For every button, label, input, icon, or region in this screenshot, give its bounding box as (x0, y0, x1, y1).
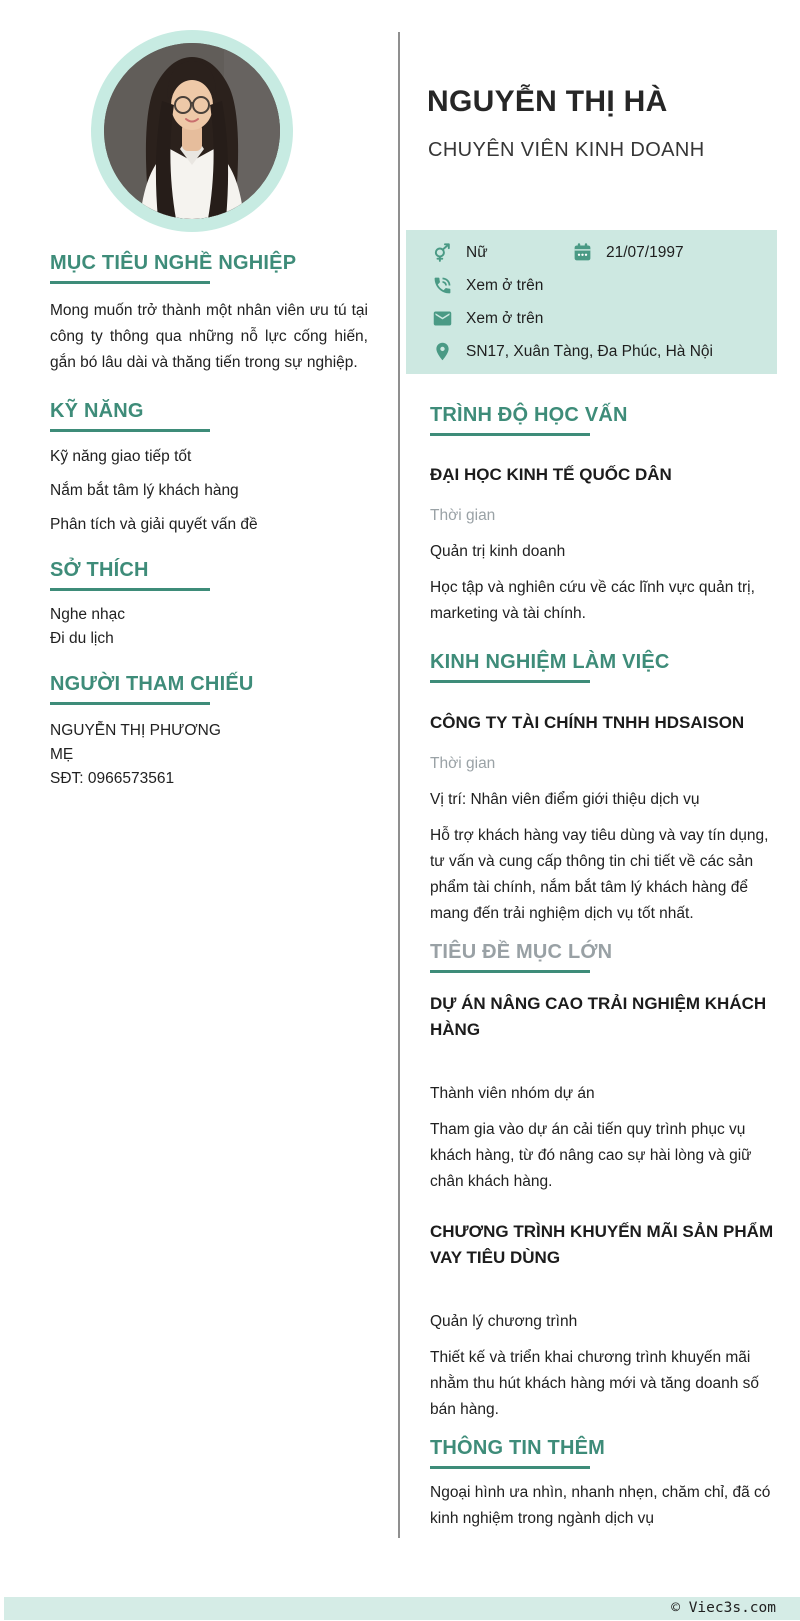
education-heading: TRÌNH ĐỘ HỌC VẤN (430, 404, 628, 426)
avatar-illustration (104, 43, 280, 219)
address-value: SN17, Xuân Tàng, Đa Phúc, Hà Nội (466, 342, 713, 360)
experience-company: CÔNG TY TÀI CHÍNH TNHH HDSAISON (430, 713, 745, 732)
reference-heading: NGƯỜI THAM CHIẾU (50, 673, 254, 695)
candidate-name: NGUYỄN THỊ HÀ (427, 85, 668, 118)
project-item (430, 1219, 777, 1423)
project-description: Thiết kế và triển khai chương trình khuyến mãi nhằm thu hút khách hàng mới và tăng doanh số bán hàng. (430, 1349, 759, 1418)
email-value: Xem ở trên (466, 309, 544, 327)
email-icon (432, 308, 453, 329)
education-major: Quản trị kinh doanh (430, 543, 566, 560)
contact-row (432, 269, 767, 302)
project-title: CHƯƠNG TRÌNH KHUYẾN MÃI SẢN PHẨM VAY TIÊU DÙNG (430, 1222, 774, 1267)
contact-phone (432, 275, 543, 296)
right-column (406, 0, 777, 1532)
section-objective (50, 252, 368, 376)
more-info-heading: THÔNG TIN THÊM (430, 1437, 606, 1459)
location-icon (432, 341, 453, 362)
more-info-body: Ngoại hình ưa nhìn, nhanh nhẹn, chăm chỉ, đã có kinh nghiệm trong ngành dịch vụ (430, 1484, 771, 1527)
section-projects (430, 941, 777, 1423)
reference-name: NGUYỄN THỊ PHƯƠNG (50, 722, 221, 739)
experience-time: Thời gian (430, 755, 496, 772)
project-description: Tham gia vào dự án cải tiến quy trình phục vụ khách hàng, từ đó nâng cao sự hài lòng và giữ chân khách hàng. (430, 1121, 752, 1190)
hobbies-heading: SỞ THÍCH (50, 559, 149, 581)
contact-row (432, 236, 767, 269)
profile-photo (104, 43, 280, 219)
heading-underline (50, 429, 210, 432)
contact-row (432, 302, 767, 335)
objective-heading: MỤC TIÊU NGHỀ NGHIỆP (50, 252, 297, 274)
contact-address (432, 341, 713, 362)
section-skills (50, 400, 368, 535)
heading-underline (430, 433, 590, 436)
reference-relation: MẸ (50, 746, 74, 763)
skill-item: Phân tích và giải quyết vấn đề (50, 516, 258, 533)
section-hobbies (50, 559, 368, 651)
heading-underline (430, 680, 590, 683)
education-description: Học tập và nghiên cứu về các lĩnh vực quản trị, marketing và tài chính. (430, 579, 755, 622)
objective-body: Mong muốn trở thành một nhân viên ưu tú tại công ty thông qua những nỗ lực cống hiến, gắn bó lâu dài và thăng tiến trong sự nghiệp. (50, 302, 368, 371)
footer-credit: © Viec3s.com (671, 1600, 776, 1616)
reference-phone: SĐT: 0966573561 (50, 770, 175, 787)
gender-icon (432, 242, 453, 263)
skill-item: Kỹ năng giao tiếp tốt (50, 448, 192, 465)
contact-row (432, 335, 767, 368)
section-education (430, 404, 777, 627)
hobby-item: Nghe nhạc (50, 606, 125, 623)
vertical-divider (398, 32, 400, 1538)
heading-underline (50, 281, 210, 284)
footer-watermark-bar (4, 1597, 800, 1620)
heading-underline (430, 1466, 590, 1469)
skills-heading: KỸ NĂNG (50, 400, 144, 422)
contact-birthday (572, 242, 684, 263)
section-more-info (430, 1437, 777, 1532)
birthday-value: 21/07/1997 (606, 243, 684, 261)
gender-value: Nữ (466, 243, 488, 261)
phone-value: Xem ở trên (466, 276, 544, 294)
hobby-item: Đi du lịch (50, 630, 114, 647)
contact-info-panel (406, 230, 777, 374)
heading-underline (430, 970, 590, 973)
phone-icon (432, 275, 453, 296)
experience-description: Hỗ trợ khách hàng vay tiêu dùng và vay tín dụng, tư vấn và cung cấp thông tin chi tiết về các sản phẩm tài chính, nắm bắt tâm lý khách hàng để mang đến trải nghiệm dịch vụ tốt nhất. (430, 827, 769, 922)
education-school: ĐẠI HỌC KINH TẾ QUỐC DÂN (430, 465, 672, 484)
profile-photo-ring (91, 30, 293, 232)
experience-position: Vị trí: Nhân viên điểm giới thiệu dịch vụ (430, 791, 700, 808)
project-title: DỰ ÁN NÂNG CAO TRẢI NGHIỆM KHÁCH HÀNG (430, 994, 767, 1039)
section-experience (430, 651, 777, 927)
project-item (430, 991, 777, 1195)
contact-email (432, 308, 543, 329)
heading-underline (50, 702, 210, 705)
project-role: Quản lý chương trình (430, 1313, 578, 1330)
heading-underline (50, 588, 210, 591)
contact-gender (432, 242, 572, 263)
education-time: Thời gian (430, 507, 496, 524)
projects-heading: TIÊU ĐỀ MỤC LỚN (430, 941, 613, 963)
calendar-icon (572, 242, 593, 263)
experience-heading: KINH NGHIỆM LÀM VIỆC (430, 651, 670, 673)
skill-item: Nắm bắt tâm lý khách hàng (50, 482, 239, 499)
left-column (50, 30, 368, 791)
candidate-title: CHUYÊN VIÊN KINH DOANH (428, 139, 705, 161)
section-reference (50, 673, 368, 791)
project-role: Thành viên nhóm dự án (430, 1085, 595, 1102)
